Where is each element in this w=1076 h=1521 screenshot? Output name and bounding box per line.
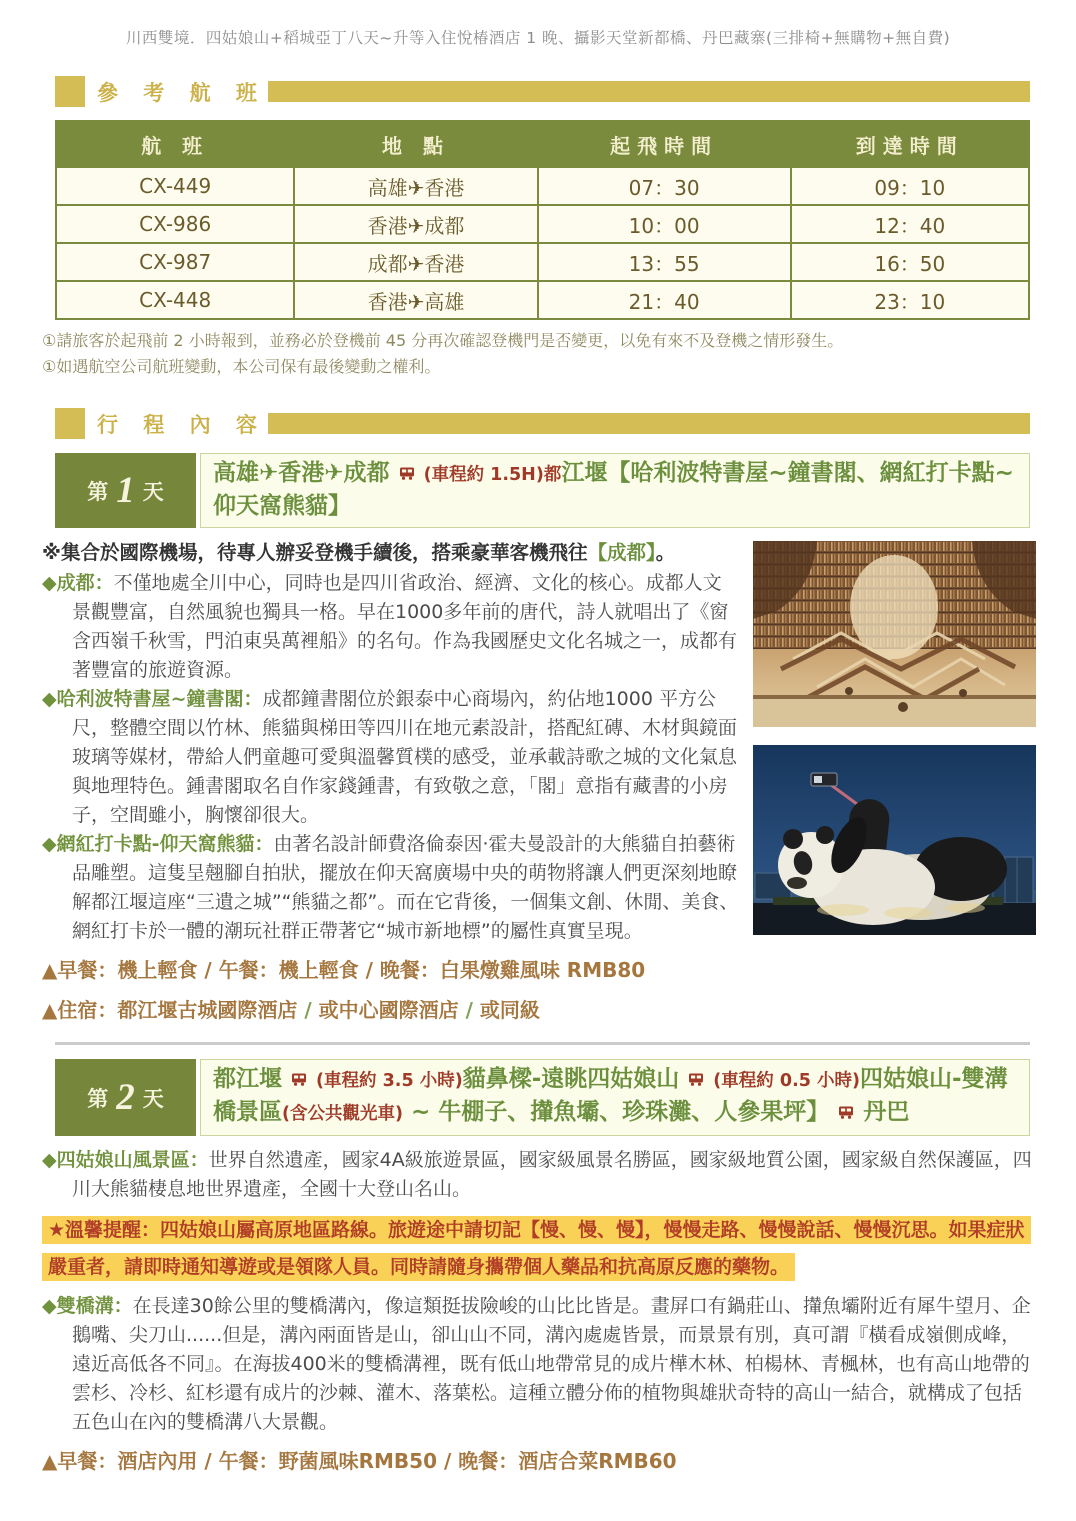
altitude-warning-text: ★溫馨提醒：四姑娘山屬高原地區路線。旅遊途中請切記【慢、慢、慢】，慢慢走路、慢慢說話、慢慢沉思。如果症狀嚴重者，請即時通知導遊或是領隊人員。同時請隨身攜帶個人藥品和抗高原反應的藥物。 (42, 1216, 1031, 1281)
flight-cell: CX-986 (56, 205, 294, 243)
flight-cell: CX-448 (56, 281, 294, 319)
zhongshuge-bookstore-photo (753, 541, 1036, 727)
itinerary-section-header (55, 408, 1030, 439)
day-label-prefix: 第 (87, 479, 109, 504)
bus-icon (687, 1071, 705, 1091)
bus-icon (837, 1104, 855, 1124)
flight-cell: 12：40 (791, 205, 1029, 243)
day1-photos (753, 541, 1036, 935)
bus-icon (398, 465, 416, 485)
flights-section-label: 參 考 航 班 (97, 80, 266, 105)
flight-table-head (56, 121, 1029, 167)
page-title: 川西雙境．四姑娘山+稻城亞丁八天~升等入住悅椿酒店 1 晚、攝影天堂新都橋、丹巴藏寨(三排椅+無購物+無自費) (125, 29, 951, 47)
gold-square-decoration (55, 408, 85, 439)
paragraph-shuangqiao-valley (42, 1292, 1036, 1437)
text-run: 【成都】 (587, 541, 656, 564)
col-flight-number: 航 班 (56, 121, 294, 167)
paragraph-heading: ◆網紅打卡點-仰天窩熊貓： (42, 833, 274, 855)
bus-icon (290, 1071, 308, 1091)
day2-header-row (55, 1059, 1030, 1136)
paragraph-heading: ◆雙橋溝： (42, 1295, 133, 1317)
flight-cell: 13：55 (538, 243, 791, 281)
day-number: 2 (116, 1077, 135, 1118)
flight-cell: 07：30 (538, 167, 791, 205)
day2-content (42, 1146, 1036, 1477)
day1-header-row (55, 453, 1030, 528)
flight-cell: 21：40 (538, 281, 791, 319)
panda-sculpture-photo (753, 745, 1036, 935)
flight-cell: 10：00 (538, 205, 791, 243)
gold-bar-decoration (268, 81, 1030, 102)
text-run: (車程約 0.5 小時) (713, 1071, 860, 1091)
day1-title (200, 453, 1030, 528)
text-run: 或中心國際酒店 (311, 998, 466, 1022)
text-run: 四姑娘山-雙溝橋景區 (213, 1066, 1008, 1125)
paragraph-heading: ◆成都： (42, 572, 114, 594)
flight-table-body (56, 167, 1029, 319)
note-line: ①請旅客於起飛前 2 小時報到，並務必於登機前 45 分再次確認登機門是否變更，以免有來不及登機之情形發生。 (42, 331, 844, 350)
day2-title (200, 1059, 1030, 1136)
text-run: (含公共觀光車) (282, 1104, 403, 1124)
altitude-warning (42, 1212, 1036, 1286)
flights-section-header (55, 76, 1030, 107)
flight-cell: 09：10 (791, 167, 1029, 205)
paragraph-body: 在長達30餘公里的雙橋溝內，像這類挺拔險峻的山比比皆是。畫屏口有鍋莊山、攆魚壩附近有犀牛望月、企鵝嘴、尖刀山......但是，溝內兩面皆是山，卻山山不同，溝內處處皆景，而景景有別，真可謂『橫看成嶺側成峰，遠近高低各不同』。在海拔400米的雙橋溝裡，既有低山地帶常見的成片樺木林、柏楊林、青楓林，也有高山地帶的雲杉、冷杉、紅杉還有成片的沙棘、灌木、落葉松。這種立體分佈的植物與雄狀奇特的高山一結合，就構成了包括五色山在內的雙橋溝八大景觀。 (72, 1295, 1031, 1433)
flight-row (56, 281, 1029, 319)
text-run: ▲住宿：都江堰古城國際酒店 (42, 998, 305, 1022)
flight-cell: 香港✈高雄 (294, 281, 537, 319)
text-run: 或同級 (472, 998, 540, 1022)
paragraph-scenic-area (42, 1146, 1036, 1204)
day2-meals: ▲早餐：酒店內用 / 午餐：野菌風味RMB50 / 晚餐：酒店合菜RMB60 (42, 1449, 677, 1473)
day1-content (42, 538, 1036, 1026)
text-run: / (465, 998, 473, 1022)
col-arrival-time: 到達時間 (791, 121, 1029, 167)
col-route: 地 點 (294, 121, 537, 167)
text-run: 丹巴 (863, 1099, 910, 1125)
day-label-prefix: 第 (87, 1086, 109, 1111)
text-run: (車程約 1.5H)都 (423, 465, 562, 485)
flight-table (55, 120, 1030, 320)
text-run: / (304, 998, 312, 1022)
flight-cell: 香港✈成都 (294, 205, 537, 243)
paragraph-heading: ◆四姑娘山風景區： (42, 1149, 209, 1171)
flight-cell: CX-449 (56, 167, 294, 205)
flight-cell: 16：50 (791, 243, 1029, 281)
paragraph-body: 由著名設計師費洛倫泰因·霍夫曼設計的大熊貓自拍藝術品雕塑。這隻呈翹腳自拍狀，擺放在仰天窩廣場中央的萌物將讓人們更深刻地瞭解都江堰這座“三遺之城”“熊貓之都”。而在它背後，一個集文創、休閒、美食、網紅打卡於一體的潮玩社群正帶著它“城市新地標”的屬性真實呈現。 (72, 833, 739, 942)
gold-square-decoration (55, 76, 85, 107)
text-run: 。 (655, 541, 676, 564)
day2-label (55, 1059, 196, 1136)
text-run: 貓鼻樑-遠眺四姑娘山 (462, 1066, 680, 1092)
col-departure-time: 起飛時間 (538, 121, 791, 167)
paragraph-heading: ◆哈利波特書屋~鐘書閣： (42, 688, 263, 710)
paragraph-body: 成都鐘書閣位於銀泰中心商場內，約佔地1000 平方公尺，整體空間以竹林、熊貓與梯田等四川在地元素設計，搭配紅磚、木材與鏡面玻璃等媒材，帶給人們童趣可愛與溫馨質樸的感受，並承載詩歌之城的文化氣息與地理特色。鍾書閣取名自作家錢鍾書，有致敬之意，「閣」意指有藏書的小房子，空間雖小，胸懷卻很大。 (72, 688, 738, 826)
day1-hotel (42, 994, 1036, 1026)
day1-label (55, 453, 196, 528)
flight-cell: CX-987 (56, 243, 294, 281)
flight-header-row (56, 121, 1029, 167)
flight-row (56, 167, 1029, 205)
text-run: 江堰【哈利波特書屋~鐘書閣、網紅打卡點~仰天窩熊貓】 (213, 460, 1014, 519)
itinerary-section-label: 行 程 內 容 (97, 412, 266, 437)
text-run: ※集合於國際機場，待專人辦妥登機手續後，搭乘豪華客機飛往 (42, 541, 588, 564)
text-run: 高雄✈香港✈成都 (213, 460, 390, 486)
text-run: ~ 牛棚子、攆魚壩、珍珠灘、人參果坪】 (403, 1099, 830, 1125)
day1-meals: ▲早餐：機上輕食 / 午餐：機上輕食 / 晚餐：白果燉雞風味 RMB80 (42, 958, 646, 982)
flight-row (56, 205, 1029, 243)
flight-cell: 23：10 (791, 281, 1029, 319)
day-number: 1 (116, 470, 135, 511)
text-run: 都江堰 (213, 1066, 282, 1092)
day-label-suffix: 天 (142, 1086, 164, 1111)
text-run: (車程約 3.5 小時) (316, 1071, 463, 1091)
flight-row (56, 243, 1029, 281)
section-divider (55, 1042, 1030, 1045)
gold-bar-decoration (268, 413, 1030, 434)
paragraph-body: 不僅地處全川中心，同時也是四川省政治、經濟、文化的核心。成都人文景觀豐富，自然風貌也獨具一格。早在1000多年前的唐代，詩人就唱出了《窗含西嶺千秋雪，門泊東吳萬裡船》的名句。作為我國歷史文化名城之一，成都有著豐富的旅遊資源。 (72, 572, 738, 681)
note-line: ①如遇航空公司航班變動，本公司保有最後變動之權利。 (42, 357, 441, 376)
flight-cell: 高雄✈香港 (294, 167, 537, 205)
paragraph-body: 世界自然遺產，國家4A級旅遊景區，國家級風景名勝區，國家級地質公園，國家級自然保護區，四川大熊貓棲息地世界遺產，全國十大登山名山。 (72, 1149, 1032, 1200)
flight-cell: 成都✈香港 (294, 243, 537, 281)
flight-notes (42, 328, 1030, 380)
day-label-suffix: 天 (142, 479, 164, 504)
